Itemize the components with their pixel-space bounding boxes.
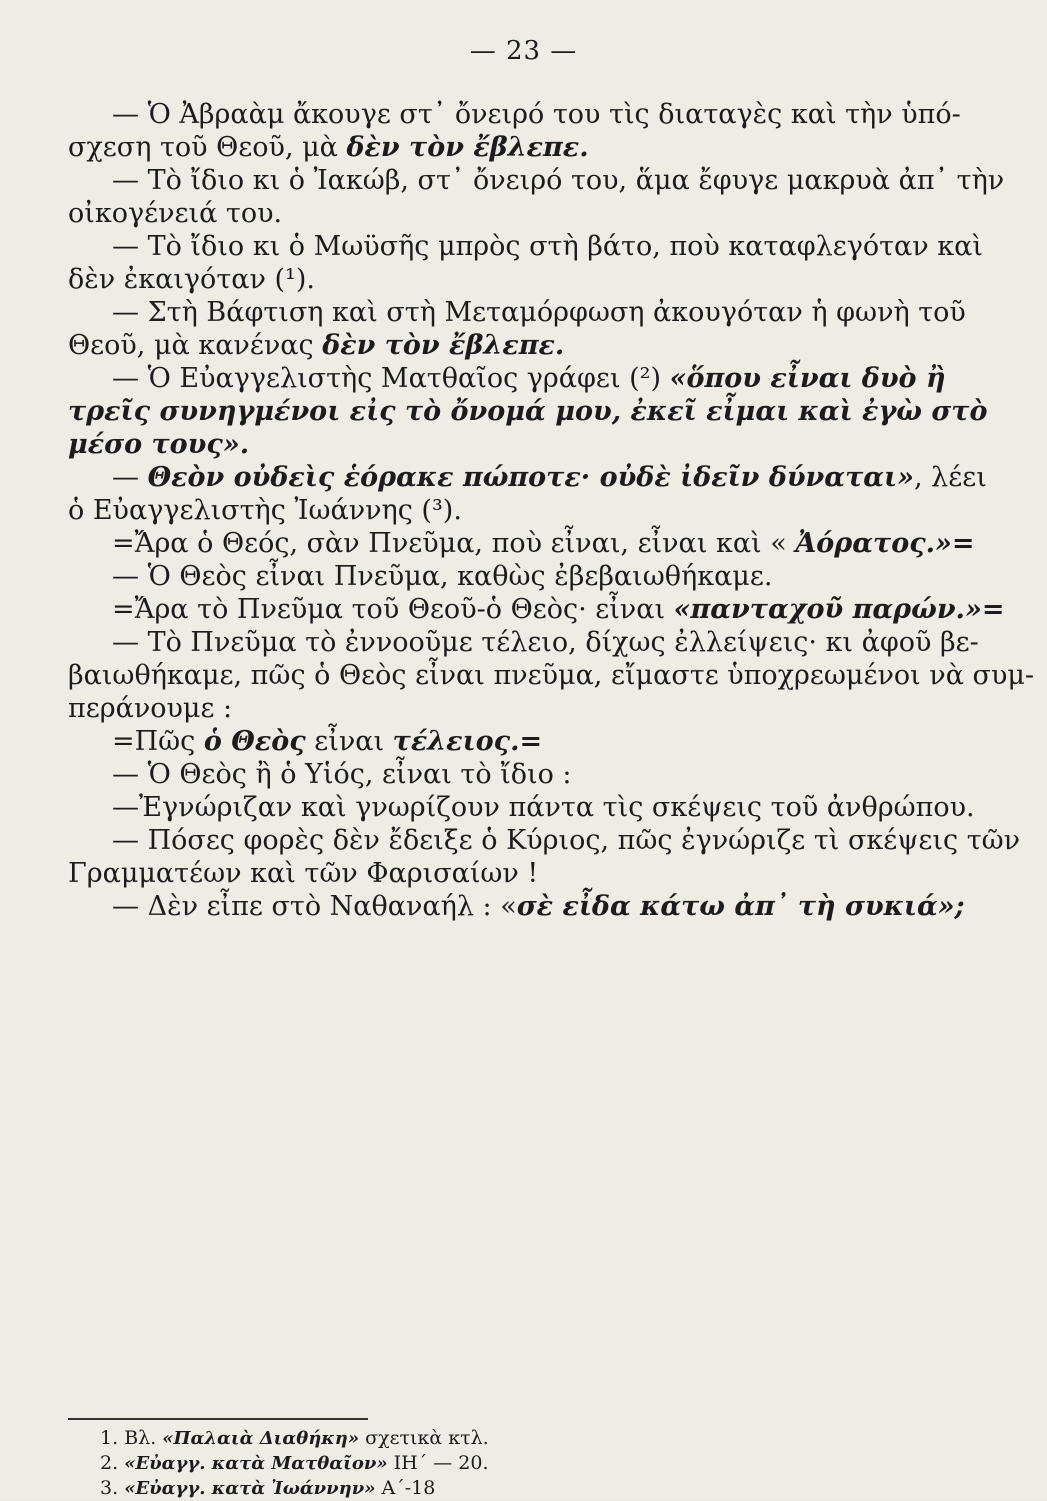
emphasis-run: Ἀόρατος.»= [795,528,975,559]
footnote-text: σχετικὰ κτλ. [359,1427,489,1449]
text-line [68,527,975,560]
footnote [100,1426,900,1451]
text-line [68,98,968,131]
text-line [68,725,968,758]
footnotes [100,1426,900,1501]
emphasis-run: σὲ εἶδα κάτω ἀπ᾿ τὴ συκιά»; [516,891,965,922]
text-line [68,692,968,725]
page-number: — 23 — [469,36,578,66]
text-line [68,626,979,659]
text-line [68,824,1021,857]
text-line [68,131,968,164]
emphasis-run: «ὅπου εἶναι δυὸ ἢ [669,363,946,394]
text-run: =Ἄρα τὸ Πνεῦμα τοῦ Θεοῦ-ὁ Θεὸς· εἶναι [112,594,674,625]
emphasis-run: μέσο τους». [68,429,250,460]
emphasis-run: τέλειος.= [392,726,543,757]
text-run: περάνουμε : [68,693,233,724]
text-line [68,890,968,923]
footnote-text: Α΄-18 [375,1477,436,1499]
footnote-number: 2. [100,1452,119,1474]
text-run: οἰκογένειά του. [68,198,283,229]
text-line [68,560,968,593]
footnote [100,1451,900,1476]
text-run: — Πόσες φορὲς δὲν ἔδειξε ὁ Κύριος, πῶς ἐγνώριζε τὶ σκέψεις τῶν [112,825,1021,856]
text-run: ὁ Εὐαγγελιστὴς Ἰωάννης (³). [68,495,462,526]
text-run: — Ὁ Εὐαγγελιστὴς Ματθαῖος γράφει (²) [112,363,670,394]
emphasis-run: δὲν τὸν ἔβλεπε. [346,132,589,163]
text-line [68,197,968,230]
footnote-text: Βλ. [124,1427,163,1449]
text-run: =Ἄρα ὁ Θεός, σὰν Πνεῦμα, ποὺ εἶναι, εἶναι καὶ « [112,528,796,559]
text-run: εἶναι [305,726,393,757]
text-run: — Ὁ Θεὸς εἶναι Πνεῦμα, καθὼς ἐβεβαιωθήκαμε. [112,561,773,592]
text-run: — Στὴ Βάφτιση καὶ στὴ Μεταμόρφωση ἀκουγόταν ἡ φωνὴ τοῦ [112,297,966,328]
footnote-number: 3. [100,1477,119,1499]
text-line [68,395,988,428]
text-run: — Ὁ Θεὸς ἢ ὁ Υἱός, εἶναι τὸ ἴδιο : [112,759,572,790]
text-run: — Τὸ ἴδιο κι ὁ Ἰακώβ, στ᾿ ὄνειρό του, ἅμα ἔφυγε μακρυὰ ἀπ᾿ τὴν [112,165,1005,196]
text-line [68,494,968,527]
text-line [68,659,1035,692]
footnote-divider [68,1418,368,1420]
emphasis-run: δὲν τὸν ἔβλεπε. [322,330,565,361]
text-line [68,263,968,296]
text-line [68,230,983,263]
text-run: σχεση τοῦ Θεοῦ, μὰ [68,132,347,163]
text-run: — [112,462,148,493]
footnote-emphasis: «Εὐαγγ. κατὰ Ἰωάννην» [124,1478,376,1499]
text-run: — Δὲν εἶπε στὸ Ναθαναήλ : « [112,891,517,922]
text-line [68,329,968,362]
text-run: =Πῶς [112,726,204,757]
emphasis-run: Θεὸν οὐδεὶς ἑόρακε πώποτε· οὐδὲ ἰδεῖν δύναται» [147,462,914,493]
text-line [68,461,987,494]
text-line [68,857,968,890]
text-run: βαιωθήκαμε, πῶς ὁ Θεὸς εἶναι πνεῦμα, εἴμαστε ὑποχρεωμένοι νὰ συμ- [68,660,1035,691]
text-line [68,296,968,329]
footnote-number: 1. [100,1427,119,1449]
text-run: , λέει [913,462,987,493]
text-line [68,362,968,395]
body-text [68,98,1035,923]
text-line [68,428,968,461]
footnote-emphasis: «Εὐαγγ. κατὰ Ματθαῖον» [124,1453,388,1474]
text-run: — Ὁ Ἀβραὰμ ἄκουγε στ᾿ ὄνειρό του τὶς διαταγὲς καὶ τὴν ὑπό- [112,99,961,130]
footnote [100,1476,900,1501]
text-line [68,164,1005,197]
emphasis-run: ὁ Θεὸς [203,726,306,757]
emphasis-run: τρεῖς συνηγμένοι εἰς τὸ ὄνομά μου, ἐκεῖ εἶμαι καὶ ἐγὼ στὸ [68,396,988,427]
text-line [68,758,968,791]
emphasis-run: «πανταχοῦ παρών.»= [673,594,1005,625]
footnote-emphasis: «Παλαιὰ Διαθήκη» [162,1428,360,1449]
footnote-text: ΙΗ΄ — 20. [387,1452,489,1474]
text-run: — Τὸ ἴδιο κι ὁ Μωϋσῆς μπρὸς στὴ βάτο, ποὺ καταφλεγόταν καὶ [112,231,983,262]
text-run: δὲν ἐκαιγόταν (¹). [68,264,315,295]
text-line [68,791,975,824]
text-line [68,593,1005,626]
text-run: — Τὸ Πνεῦμα τὸ ἐννοοῦμε τέλειο, δίχως ἐλλείψεις· κι ἀφοῦ βε- [112,627,979,658]
text-run: —Ἐγνώριζαν καὶ γνωρίζουν πάντα τὶς σκέψεις τοῦ ἀνθρώπου. [112,792,975,823]
text-run: Θεοῦ, μὰ κανένας [68,330,323,361]
text-run: Γραμματέων καὶ τῶν Φαρισαίων ! [68,858,539,889]
